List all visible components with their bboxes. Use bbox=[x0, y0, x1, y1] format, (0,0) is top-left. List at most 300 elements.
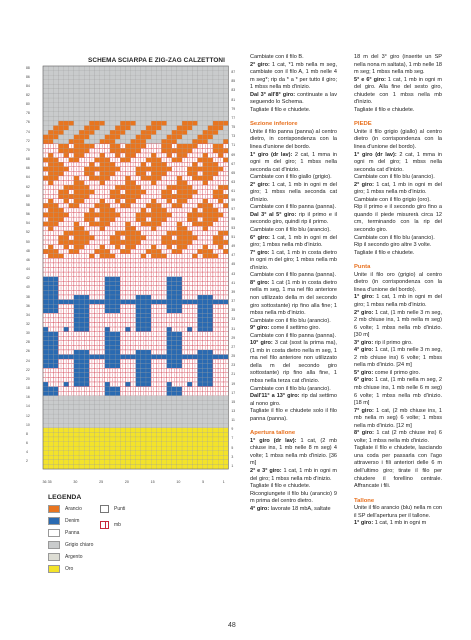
chart-cell bbox=[84, 171, 89, 176]
chart-cell bbox=[115, 281, 120, 286]
section-heading: Sezione inferiore bbox=[250, 121, 298, 128]
chart-cell bbox=[110, 103, 115, 108]
chart-cell bbox=[105, 89, 110, 94]
chart-cell bbox=[208, 309, 213, 314]
chart-cell bbox=[187, 442, 192, 447]
chart-cell bbox=[156, 84, 161, 89]
chart-cell bbox=[141, 84, 146, 89]
chart-cell bbox=[177, 286, 182, 291]
chart-cell bbox=[53, 139, 58, 144]
chart-cell bbox=[48, 286, 53, 291]
row-number: 51 bbox=[231, 234, 236, 239]
chart-cell bbox=[182, 226, 187, 231]
chart-cell bbox=[136, 446, 141, 451]
chart-cell bbox=[74, 176, 79, 181]
chart-cell bbox=[213, 75, 218, 80]
chart-cell bbox=[167, 126, 172, 131]
chart-cell bbox=[167, 451, 172, 456]
chart-cell bbox=[89, 116, 94, 121]
chart-cell bbox=[208, 162, 213, 167]
chart-cell bbox=[223, 446, 228, 451]
chart-cell bbox=[131, 80, 136, 85]
chart-cell bbox=[213, 455, 218, 460]
chart-cell bbox=[161, 437, 166, 442]
row-number: 25 bbox=[231, 354, 236, 359]
chart-cell bbox=[156, 437, 161, 442]
chart-cell bbox=[208, 382, 213, 387]
chart-cell bbox=[84, 437, 89, 442]
chart-cell bbox=[136, 423, 141, 428]
chart-cell bbox=[156, 400, 161, 405]
chart-cell bbox=[115, 194, 120, 199]
row-number: 20 bbox=[26, 376, 30, 381]
chart-cell bbox=[48, 460, 53, 465]
para: Tagliate il filo e chiudete. bbox=[354, 106, 415, 113]
chart-cell bbox=[110, 405, 115, 410]
chart-cell bbox=[64, 460, 69, 465]
step-label: 5° e 6° giro: bbox=[354, 76, 386, 83]
chart-cell bbox=[213, 410, 218, 415]
chart-cell bbox=[64, 396, 69, 401]
chart-cell bbox=[79, 322, 84, 327]
chart-cell bbox=[198, 318, 203, 323]
chart-cell bbox=[105, 135, 110, 140]
chart-cell bbox=[203, 162, 208, 167]
chart-cell bbox=[74, 107, 79, 112]
row-number: 71 bbox=[231, 143, 236, 148]
chart-cell bbox=[84, 304, 89, 309]
chart-cell bbox=[79, 309, 84, 314]
chart-cell bbox=[141, 327, 146, 332]
chart-cell bbox=[100, 98, 105, 103]
chart-cell bbox=[192, 80, 197, 85]
chart-cell bbox=[48, 359, 53, 364]
chart-cell bbox=[69, 455, 74, 460]
chart-cell bbox=[125, 153, 130, 158]
chart-cell bbox=[146, 222, 151, 227]
chart-cell bbox=[182, 84, 187, 89]
chart-cell bbox=[43, 460, 48, 465]
chart-cell bbox=[177, 240, 182, 245]
chart-cell bbox=[120, 437, 125, 442]
chart-cell bbox=[192, 121, 197, 126]
chart-cell bbox=[125, 240, 130, 245]
chart-cell bbox=[131, 107, 136, 112]
chart-cell bbox=[177, 107, 182, 112]
chart-cell bbox=[131, 185, 136, 190]
chart-cell bbox=[58, 98, 63, 103]
chart-cell bbox=[223, 126, 228, 131]
chart-cell bbox=[69, 249, 74, 254]
legend-item-oro bbox=[48, 565, 73, 573]
chart-cell bbox=[192, 116, 197, 121]
chart-cell bbox=[105, 359, 110, 364]
chart-cell bbox=[89, 405, 94, 410]
chart-cell bbox=[213, 71, 218, 76]
para: Unite il filo oro (grigio) al centro dietro (in corrispondenza con la linea d'unione del bordo). bbox=[354, 271, 442, 293]
chart-cell bbox=[151, 66, 156, 71]
chart-cell bbox=[105, 460, 110, 465]
chart-cell bbox=[187, 185, 192, 190]
chart-cell bbox=[167, 213, 172, 218]
chart-cell bbox=[141, 373, 146, 378]
chart-cell bbox=[58, 144, 63, 149]
para: Tagliate il filo e chiudete. bbox=[250, 106, 311, 113]
chart-cell bbox=[187, 148, 192, 153]
chart-cell bbox=[136, 235, 141, 240]
chart-cell bbox=[84, 167, 89, 172]
chart-cell bbox=[156, 419, 161, 424]
step-text: 3 cat (sost la prima ma), (1 mb in costa dietro nella m seg, 1 ma nel filo anteriore non utilizzato della m del secondo giro sottostante) rip fino alla fine, 1 mbss nella terza cat d'inizio. bbox=[250, 340, 337, 384]
chart-cell bbox=[79, 432, 84, 437]
chart-cell bbox=[131, 414, 136, 419]
step-label: 3° giro: bbox=[354, 339, 374, 346]
chart-cell bbox=[110, 359, 115, 364]
chart-cell bbox=[187, 103, 192, 108]
step-label: 9° giro: bbox=[250, 325, 270, 332]
chart-cell bbox=[223, 66, 228, 71]
chart-cell bbox=[151, 199, 156, 204]
chart-cell bbox=[177, 290, 182, 295]
chart-cell bbox=[151, 167, 156, 172]
chart-cell bbox=[84, 359, 89, 364]
chart-cell bbox=[177, 460, 182, 465]
chart-cell bbox=[100, 176, 105, 181]
chart-cell bbox=[100, 112, 105, 117]
chart-cell bbox=[146, 368, 151, 373]
chart-cell bbox=[198, 300, 203, 305]
chart-cell bbox=[146, 84, 151, 89]
chart-cell bbox=[136, 396, 141, 401]
chart-cell bbox=[125, 355, 130, 360]
chart-cell bbox=[198, 222, 203, 227]
chart-cell bbox=[48, 107, 53, 112]
chart-cell bbox=[203, 451, 208, 456]
chart-cell bbox=[156, 103, 161, 108]
chart-cell bbox=[79, 121, 84, 126]
chart-cell bbox=[223, 414, 228, 419]
chart-cell bbox=[187, 130, 192, 135]
chart-cell bbox=[198, 451, 203, 456]
row-number: 39 bbox=[231, 289, 236, 294]
chart-cell bbox=[125, 71, 130, 76]
chart-cell bbox=[156, 171, 161, 176]
chart-cell bbox=[172, 295, 177, 300]
chart-cell bbox=[95, 80, 100, 85]
chart-cell bbox=[69, 460, 74, 465]
chart-cell bbox=[172, 300, 177, 305]
chart-cell bbox=[218, 455, 223, 460]
chart-cell bbox=[110, 410, 115, 415]
chart-cell bbox=[141, 93, 146, 98]
para bbox=[250, 325, 337, 333]
chart-cell bbox=[100, 400, 105, 405]
chart-cell bbox=[208, 171, 213, 176]
chart-cell bbox=[125, 423, 130, 428]
argento-swatch bbox=[48, 553, 60, 561]
chart-cell bbox=[208, 437, 213, 442]
chart-cell bbox=[136, 103, 141, 108]
chart-cell bbox=[136, 240, 141, 245]
chart-cell bbox=[223, 410, 228, 415]
chart-cell bbox=[110, 89, 115, 94]
chart-cell bbox=[115, 75, 120, 80]
chart-cell bbox=[58, 139, 63, 144]
chart-cell bbox=[131, 126, 136, 131]
chart-cell bbox=[125, 442, 130, 447]
chart-cell bbox=[125, 405, 130, 410]
chart-cell bbox=[151, 419, 156, 424]
chart-cell bbox=[213, 121, 218, 126]
chart-cell bbox=[136, 121, 141, 126]
chart-cell bbox=[58, 254, 63, 259]
chart-cell bbox=[125, 245, 130, 250]
legend-label: Argento bbox=[65, 554, 83, 560]
chart-cell bbox=[161, 75, 166, 80]
chart-cell bbox=[105, 295, 110, 300]
chart-cell bbox=[141, 419, 146, 424]
chart-cell bbox=[198, 304, 203, 309]
chart-cell bbox=[115, 423, 120, 428]
step-text: rip dal settimo al nono giro. bbox=[250, 393, 337, 407]
chart-cell bbox=[110, 455, 115, 460]
step-label: 1° giro (dr lav): bbox=[354, 151, 397, 158]
chart-cell bbox=[48, 176, 53, 181]
chart-cell bbox=[105, 309, 110, 314]
chart-cell bbox=[84, 377, 89, 382]
chart-cell bbox=[84, 213, 89, 218]
chart-cell bbox=[74, 350, 79, 355]
chart-cell bbox=[151, 84, 156, 89]
chart-cell bbox=[48, 396, 53, 401]
chart-cell bbox=[105, 75, 110, 80]
chart-cell bbox=[172, 194, 177, 199]
chart-cell bbox=[177, 93, 182, 98]
chart-cell bbox=[203, 84, 208, 89]
chart-cell bbox=[161, 428, 166, 433]
chart-cell bbox=[84, 231, 89, 236]
chart-cell bbox=[43, 121, 48, 126]
step-label: 2° giro: bbox=[250, 181, 270, 188]
chart-cell bbox=[120, 240, 125, 245]
chart-cell bbox=[64, 442, 69, 447]
chart-cell bbox=[203, 203, 208, 208]
chart-cell bbox=[136, 327, 141, 332]
chart-cell bbox=[120, 423, 125, 428]
chart-cell bbox=[203, 455, 208, 460]
chart-cell bbox=[110, 464, 115, 469]
chart-cell bbox=[100, 181, 105, 186]
denim-swatch bbox=[48, 517, 60, 525]
chart-cell bbox=[141, 116, 146, 121]
chart-cell bbox=[131, 355, 136, 360]
chart-cell bbox=[156, 423, 161, 428]
chart-cell bbox=[95, 437, 100, 442]
chart-cell bbox=[89, 460, 94, 465]
para: Rip il primo e il secondo giro fino a quando il piede misurerà circa 12 cm, terminando con la rip del secondo giro. bbox=[354, 204, 442, 234]
chart-cell bbox=[48, 336, 53, 341]
chart-cell bbox=[198, 135, 203, 140]
chart-cell bbox=[115, 400, 120, 405]
row-number: 62 bbox=[26, 184, 30, 189]
chart-cell bbox=[161, 432, 166, 437]
chart-cell bbox=[110, 391, 115, 396]
chart-cell bbox=[192, 355, 197, 360]
chart-cell bbox=[89, 446, 94, 451]
chart-cell bbox=[223, 89, 228, 94]
chart-cell bbox=[79, 396, 84, 401]
chart-cell bbox=[79, 382, 84, 387]
chart-cell bbox=[187, 84, 192, 89]
chart-cell bbox=[146, 213, 151, 218]
chart-cell bbox=[74, 158, 79, 163]
chart-cell bbox=[53, 208, 58, 213]
chart-cell bbox=[213, 194, 218, 199]
chart-cell bbox=[110, 107, 115, 112]
chart-cell bbox=[43, 350, 48, 355]
chart-cell bbox=[223, 451, 228, 456]
chart-cell bbox=[105, 116, 110, 121]
chart-cell bbox=[58, 80, 63, 85]
chart-cell bbox=[89, 423, 94, 428]
chart-cell bbox=[74, 451, 79, 456]
chart-cell bbox=[203, 355, 208, 360]
chart-cell bbox=[115, 240, 120, 245]
chart-cell bbox=[74, 148, 79, 153]
chart-cell bbox=[198, 446, 203, 451]
chart-cell bbox=[125, 432, 130, 437]
para bbox=[354, 340, 442, 348]
chart-cell bbox=[141, 112, 146, 117]
chart-cell bbox=[161, 254, 166, 259]
chart-cell bbox=[43, 341, 48, 346]
chart-cell bbox=[74, 300, 79, 305]
chart-cell bbox=[156, 176, 161, 181]
chart-cell bbox=[43, 432, 48, 437]
chart-cell bbox=[58, 446, 63, 451]
chart-cell bbox=[156, 80, 161, 85]
chart-cell bbox=[208, 419, 213, 424]
row-number: 13 bbox=[231, 409, 236, 413]
chart-cell bbox=[187, 414, 192, 419]
chart-cell bbox=[136, 428, 141, 433]
chart-cell bbox=[74, 121, 79, 126]
chart-cell bbox=[192, 254, 197, 259]
chart-cell bbox=[53, 400, 58, 405]
chart-cell bbox=[74, 423, 79, 428]
chart-cell bbox=[141, 167, 146, 172]
chart-cell bbox=[79, 135, 84, 140]
chart-cell bbox=[208, 451, 213, 456]
step-text: 1 cat, *1 mb nella m seg, cambiate con il filo A, 1 mb nelle 4 m seg*; rip da * a * per tutto il giro; 1 mbss nella mb d'inizio. bbox=[250, 61, 337, 91]
chart-cell bbox=[192, 400, 197, 405]
chart-cell bbox=[146, 304, 151, 309]
step-text: 2 cat, 1 mma in ogni m del giro; 1 mbss nella seconda cat d'inizio. bbox=[250, 151, 337, 173]
chart-cell bbox=[100, 249, 105, 254]
chart-cell bbox=[64, 93, 69, 98]
chart-cell bbox=[43, 203, 48, 208]
step-text: 1 cat, 1 mb in ogni m bbox=[373, 520, 427, 527]
chart-cell bbox=[120, 455, 125, 460]
chart-cell bbox=[208, 203, 213, 208]
chart-cell bbox=[43, 116, 48, 121]
chart-cell bbox=[48, 208, 53, 213]
chart-cell bbox=[218, 167, 223, 172]
chart-cell bbox=[161, 414, 166, 419]
chart-cell bbox=[167, 304, 172, 309]
step-label: 8° giro: bbox=[250, 279, 270, 286]
chart-cell bbox=[218, 194, 223, 199]
chart-cell bbox=[203, 300, 208, 305]
chart-cell bbox=[84, 327, 89, 332]
row-number: 78 bbox=[26, 111, 30, 116]
chart-cell bbox=[125, 176, 130, 181]
chart-cell bbox=[167, 437, 172, 442]
chart-cell bbox=[203, 245, 208, 250]
chart-cell bbox=[79, 66, 84, 71]
row-number: 72 bbox=[26, 138, 30, 143]
chart-cell bbox=[182, 437, 187, 442]
chart-cell bbox=[218, 396, 223, 401]
chart-cell bbox=[146, 423, 151, 428]
chart-cell bbox=[131, 84, 136, 89]
row-number: 1 bbox=[231, 463, 234, 468]
chart-cell bbox=[89, 300, 94, 305]
chart-cell bbox=[74, 112, 79, 117]
chart-cell bbox=[84, 455, 89, 460]
para bbox=[354, 520, 442, 528]
step-label: 7° giro: bbox=[354, 407, 374, 414]
chart-cell bbox=[125, 199, 130, 204]
chart-cell bbox=[43, 414, 48, 419]
step-label: 2° giro: bbox=[354, 309, 374, 316]
chart-cell bbox=[110, 98, 115, 103]
chart-cell bbox=[43, 222, 48, 227]
chart-cell bbox=[120, 194, 125, 199]
chart-cell bbox=[43, 89, 48, 94]
chart-cell bbox=[89, 455, 94, 460]
chart-cell bbox=[79, 464, 84, 469]
chart-cell bbox=[84, 217, 89, 222]
chart-cell bbox=[95, 107, 100, 112]
chart-cell bbox=[89, 235, 94, 240]
row-number: 9 bbox=[231, 427, 234, 432]
row-number: 48 bbox=[26, 248, 30, 253]
chart-cell bbox=[84, 80, 89, 85]
chart-cell bbox=[105, 222, 110, 227]
chart-cell bbox=[48, 254, 53, 259]
chart-cell bbox=[125, 84, 130, 89]
chart-cell bbox=[218, 235, 223, 240]
chart-cell bbox=[64, 130, 69, 135]
chart-cell bbox=[125, 419, 130, 424]
chart-cell bbox=[223, 139, 228, 144]
chart-cell bbox=[115, 345, 120, 350]
chart-cell bbox=[177, 139, 182, 144]
chart-cell bbox=[136, 295, 141, 300]
chart-cell bbox=[136, 368, 141, 373]
chart-cell bbox=[69, 432, 74, 437]
chart-cell bbox=[182, 235, 187, 240]
chart-cell bbox=[58, 414, 63, 419]
chart-cell bbox=[43, 130, 48, 135]
chart-cell bbox=[110, 364, 115, 369]
chart-cell bbox=[151, 103, 156, 108]
chart-cell bbox=[187, 93, 192, 98]
chart-cell bbox=[151, 121, 156, 126]
chart-cell bbox=[100, 71, 105, 76]
chart-cell bbox=[192, 167, 197, 172]
